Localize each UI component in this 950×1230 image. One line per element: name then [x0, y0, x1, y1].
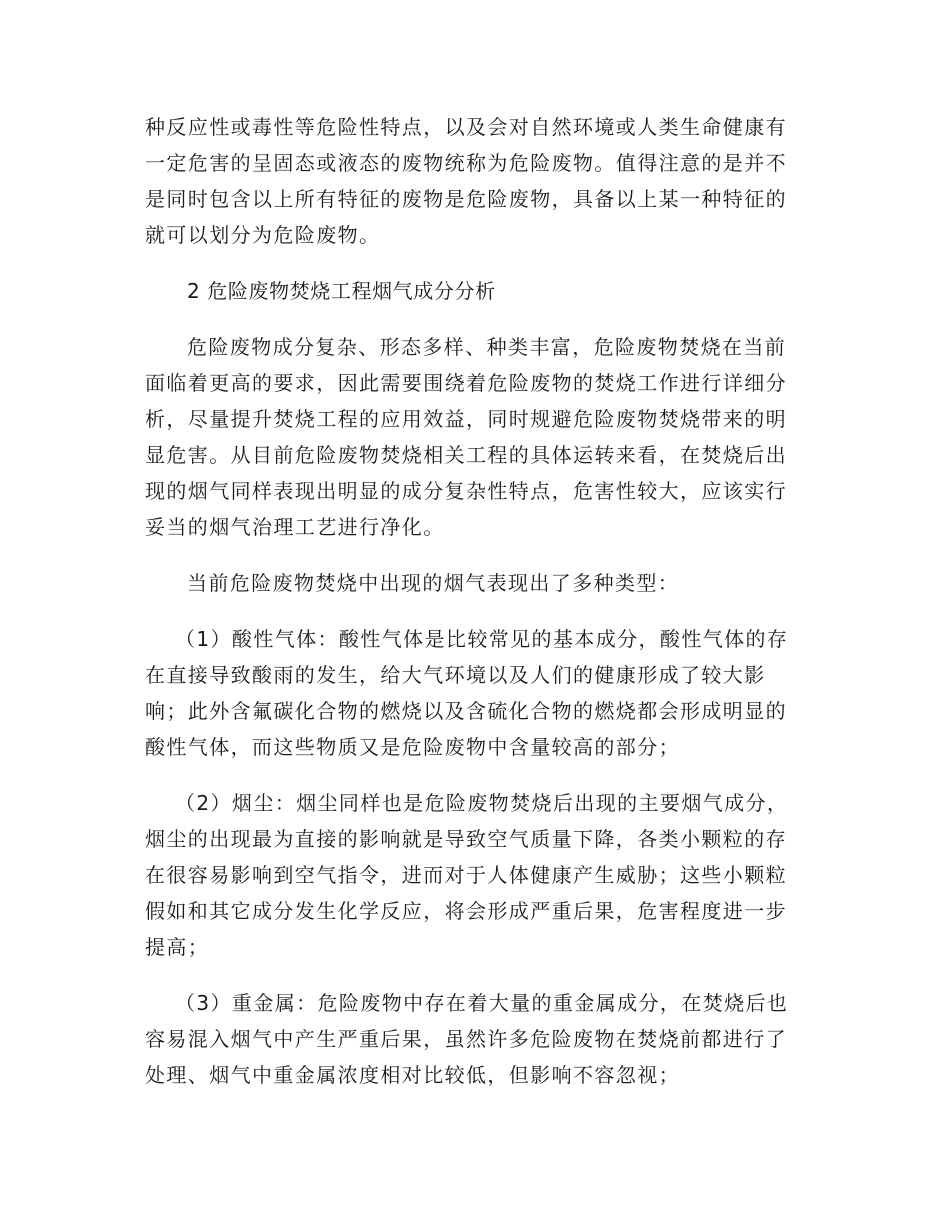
text-line: （3）重金属：危险废物中存在着大量的重金属成分，在焚烧后也	[175, 991, 789, 1015]
text-line: 提高；	[145, 935, 210, 959]
text-line: 面临着更高的要求，因此需要围绕着危险废物的焚烧工作进行详细分	[145, 371, 787, 395]
text-line: 假如和其它成分发生化学反应，将会形成严重后果，危害程度进一步	[145, 899, 787, 923]
text-line: 酸性气体，而这些物质又是危险废物中含量较高的部分；	[145, 735, 680, 759]
text-line: 种反应性或毒性等危险性特点，以及会对自然环境或人类生命健康有	[145, 115, 787, 139]
text-line: 危险废物成分复杂、形态多样、种类丰富，危险废物焚烧在当前	[187, 335, 787, 359]
text-line: 是同时包含以上所有特征的废物是危险废物，具备以上某一种特征的	[145, 187, 787, 211]
text-line: 显危害。从目前危险废物焚烧相关工程的具体运转来看，在焚烧后出	[145, 443, 787, 467]
text-line: 处理、烟气中重金属浓度相对比较低，但影响不容忽视；	[145, 1063, 680, 1087]
text-line: （1）酸性气体：酸性气体是比较常见的基本成分，酸性气体的存	[175, 627, 789, 651]
section-heading-text: 2 危险废物焚烧工程烟气成分分析	[187, 279, 496, 303]
text-line: （2）烟尘：烟尘同样也是危险废物焚烧后出现的主要烟气成分，	[175, 791, 789, 815]
text-line: 当前危险废物焚烧中出现的烟气表现出了多种类型：	[187, 571, 680, 595]
text-line: 现的烟气同样表现出明显的成分复杂性特点，危害性较大，应该实行	[145, 479, 787, 503]
text-line: 烟尘的出现最为直接的影响就是导致空气质量下降，各类小颗粒的存	[145, 827, 787, 851]
text-line: 就可以划分为危险废物。	[145, 223, 381, 247]
text-line: 响；此外含氟碳化合物的燃烧以及含硫化合物的燃烧都会形成明显的	[145, 699, 787, 723]
text-line: 妥当的烟气治理工艺进行净化。	[145, 515, 445, 539]
text-line: 容易混入烟气中产生严重后果，虽然许多危险废物在焚烧前都进行了	[145, 1027, 787, 1051]
text-line: 在直接导致酸雨的发生，给大气环境以及人们的健康形成了较大影	[145, 663, 766, 687]
text-line: 在很容易影响到空气指令，进而对于人体健康产生威胁；这些小颗粒	[145, 863, 787, 887]
text-line: 析，尽量提升焚烧工程的应用效益，同时规避危险废物焚烧带来的明	[145, 407, 787, 431]
text-line: 一定危害的呈固态或液态的废物统称为危险废物。值得注意的是并不	[145, 151, 787, 175]
